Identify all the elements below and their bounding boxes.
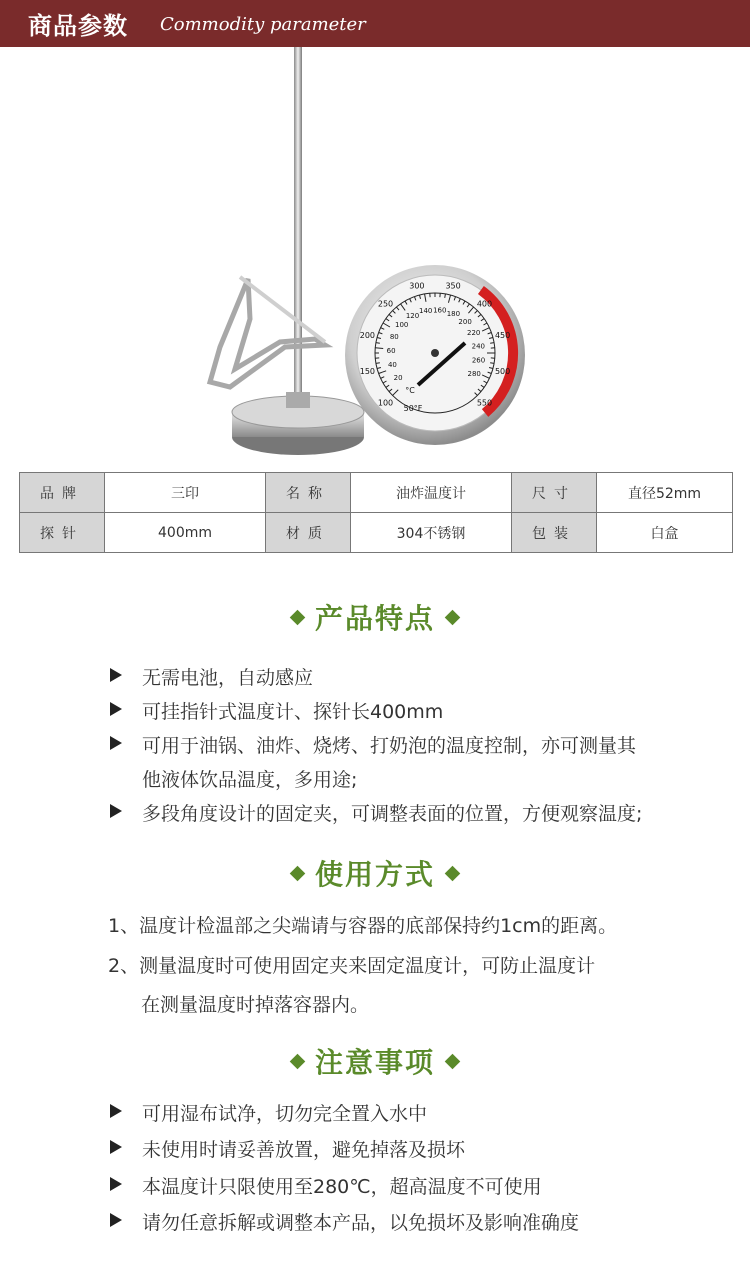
dial-label-outer: 250 — [377, 299, 394, 309]
triangle-bullet-icon — [110, 1140, 122, 1154]
triangle-bullet-icon — [110, 1177, 122, 1191]
dial-tick — [490, 343, 494, 344]
dial-label-outer: 350 — [445, 281, 461, 291]
param-label: 名称 — [266, 473, 351, 513]
param-label: 包装 — [512, 513, 597, 553]
dial-label-outer: 450 — [494, 330, 511, 340]
dial-tick — [376, 343, 380, 344]
dial-tick — [376, 363, 380, 364]
dial-unit-f: 50°F — [403, 404, 423, 413]
dial-label-inner: 200 — [458, 317, 472, 326]
dial-label-inner: 140 — [418, 306, 433, 315]
diamond-icon — [290, 609, 306, 625]
dial-label-inner: 280 — [467, 369, 481, 378]
param-value: 三印 — [105, 473, 266, 513]
notes-title: 注意事项 — [0, 1041, 750, 1081]
dial-label-inner: 20 — [393, 373, 403, 382]
dial-unit-c: °C — [405, 386, 415, 395]
table-row — [20, 513, 733, 553]
dial-label-outer: 150 — [359, 367, 376, 377]
param-value: 白盒 — [597, 513, 733, 553]
dial-label-inner: 160 — [433, 306, 447, 315]
usage-title: 使用方式 — [0, 853, 750, 893]
param-value: 304不锈钢 — [351, 513, 512, 553]
dial-tick — [375, 348, 383, 349]
header-title-en: Commodity parameter — [160, 14, 366, 35]
dial-label-inner: 240 — [471, 342, 486, 351]
param-value: 直径52mm — [597, 473, 733, 513]
dial-label-inner: 80 — [389, 333, 399, 342]
triangle-bullet-icon — [110, 804, 122, 818]
header-bar — [0, 0, 750, 47]
dial-label-inner: 260 — [471, 356, 486, 365]
dial-label-outer: 200 — [359, 330, 376, 340]
triangle-bullet-icon — [110, 1104, 122, 1118]
parameter-table — [19, 472, 733, 553]
dial-label-outer: 400 — [476, 299, 493, 309]
usage-step: 1、温度计检温部之尖端请与容器的底部保持约1cm的距离。 — [108, 915, 618, 937]
diamond-icon — [445, 865, 461, 881]
product-image — [190, 47, 550, 462]
param-value: 400mm — [105, 513, 266, 553]
param-label: 品牌 — [20, 473, 105, 513]
clip — [210, 279, 325, 387]
dial-tick — [445, 294, 446, 298]
triangle-bullet-icon — [110, 736, 122, 750]
header-title-cn: 商品参数 — [28, 12, 128, 40]
usage-step: 2、测量温度时可使用固定夹来固定温度计，可防止温度计 — [108, 955, 596, 977]
diamond-icon — [445, 609, 461, 625]
param-value: 油炸温度计 — [351, 473, 512, 513]
dial-label-outer: 500 — [494, 367, 511, 377]
dial-label-inner: 220 — [467, 329, 481, 338]
diamond-icon — [445, 1053, 461, 1069]
dial-label-inner: 100 — [395, 321, 409, 330]
dial-label-inner: 60 — [386, 346, 396, 355]
table-row — [20, 473, 733, 513]
dial-label-outer: 550 — [476, 398, 493, 408]
param-label: 材质 — [266, 513, 351, 553]
dial-label-outer: 300 — [409, 281, 425, 291]
triangle-bullet-icon — [110, 1213, 122, 1227]
dial-label-inner: 120 — [405, 312, 420, 321]
dial-label-inner: 180 — [446, 310, 461, 319]
triangle-bullet-icon — [110, 702, 122, 716]
dial-tick — [490, 363, 494, 364]
usage-step-continued: 在测量温度时掉落容器内。 — [141, 994, 370, 1016]
features-title: 产品特点 — [0, 597, 750, 637]
triangle-bullet-icon — [110, 668, 122, 682]
dial-label-inner: 40 — [387, 361, 397, 370]
diamond-icon — [290, 865, 306, 881]
dial-label-outer: 100 — [377, 398, 394, 408]
param-label: 探针 — [20, 513, 105, 553]
param-label: 尺寸 — [512, 473, 597, 513]
diamond-icon — [290, 1053, 306, 1069]
